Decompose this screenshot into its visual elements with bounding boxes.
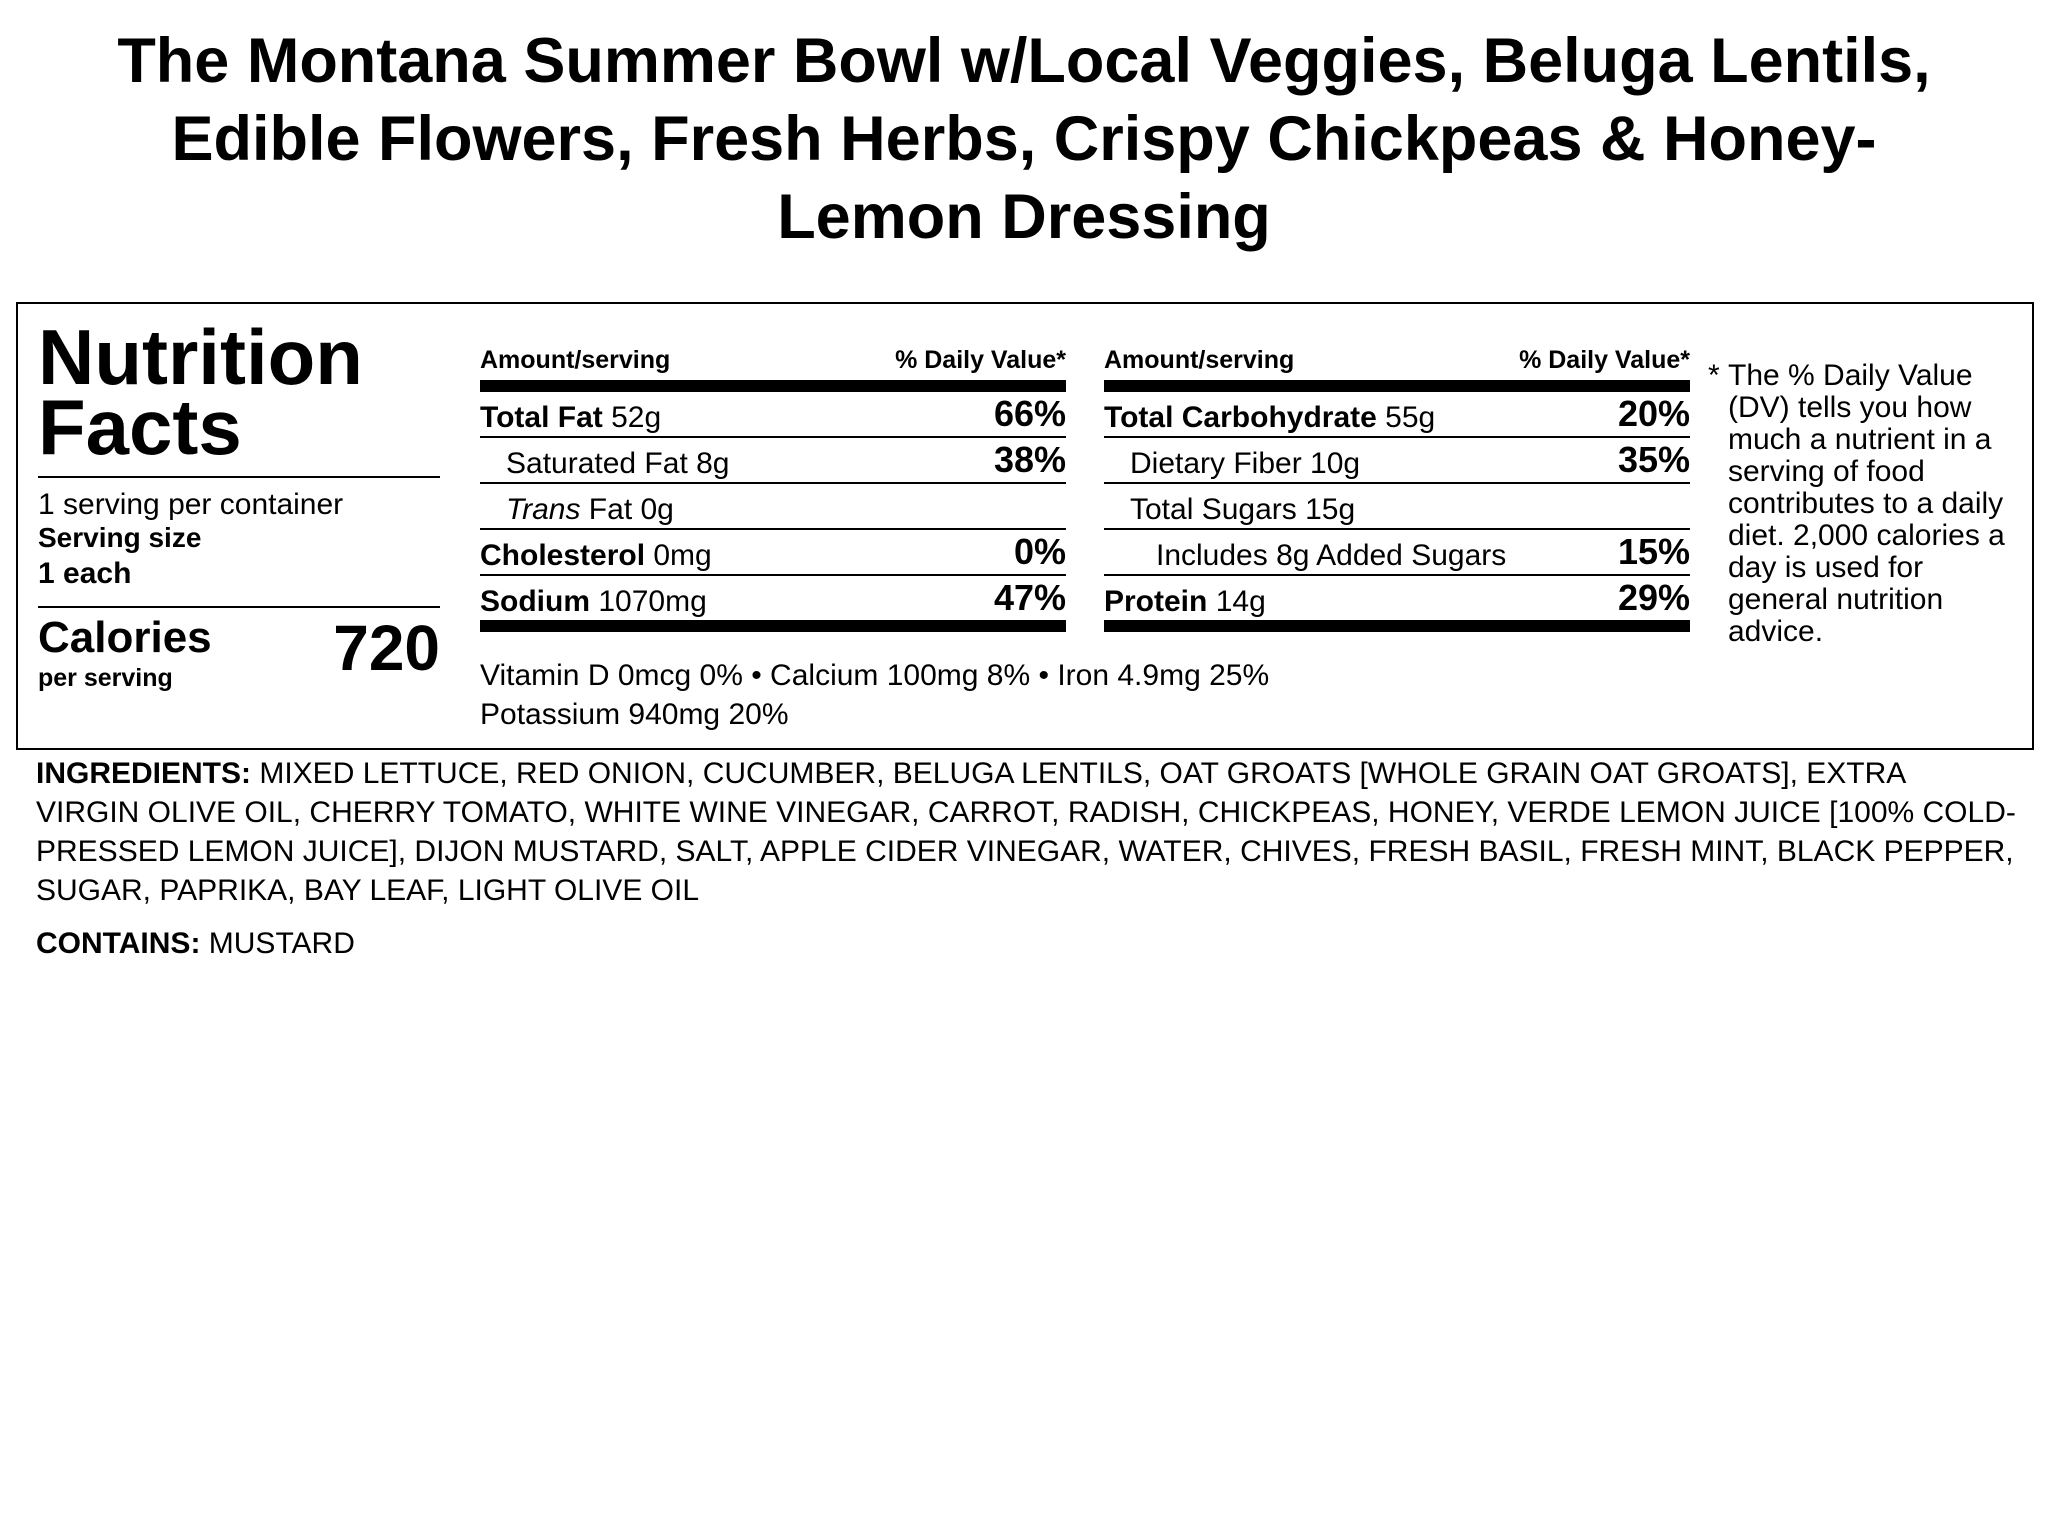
footnote-text: The % Daily Value (DV) tells you how much a nutrient in a serving of food contributes to a daily diet. 2,000 calories a day is used for general nutrition advice. (1728, 359, 2005, 648)
serving-size-label: Serving size (38, 522, 202, 553)
nutrient-column-right (1104, 346, 1690, 632)
daily-value-percent: 47% (993, 577, 1066, 618)
footnote-asterisk: * (1708, 359, 1720, 392)
nutrient-row-saturated-fat: Saturated Fat 8g 38% (480, 438, 1066, 484)
nutrient-row-cholesterol: Cholesterol 0mg 0% (480, 530, 1066, 576)
nutrient-row-sodium: Sodium 1070mg 47% (480, 577, 1066, 618)
amount-serving-header: Amount/serving (480, 346, 671, 374)
nutrient-row-dietary-fiber: Dietary Fiber 10g 35% (1104, 438, 1690, 484)
vitamins-minerals: Vitamin D 0mcg 0% • Calcium 100mg 8% • Iron 4.9mg 25% Potassium 940mg 20% (480, 659, 1270, 731)
nutrient-row-total-fat: Total Fat 52g 66% (480, 392, 1066, 438)
daily-value-header: % Daily Value* (895, 346, 1066, 374)
nutrient-row-trans-fat: Trans Fat 0g (480, 484, 1066, 530)
nutrient-column-left (480, 346, 1066, 632)
product-title: The Montana Summer Bowl w/Local Veggies, Beluga Lentils, Edible Flowers, Fresh Herbs, Crispy Chickpeas & Honey-Lemon Dressing (117, 26, 1931, 252)
daily-value-percent: 29% (1617, 577, 1690, 618)
daily-value-header: % Daily Value* (1519, 346, 1690, 374)
column-header (480, 346, 1066, 380)
thick-divider (1104, 380, 1690, 392)
thick-divider (1104, 620, 1690, 632)
thick-divider (480, 620, 1066, 632)
contains-text: MUSTARD (200, 927, 355, 960)
nutrient-row-total-sugars: Total Sugars 15g (1104, 484, 1690, 530)
servings-per-container: 1 serving per container (38, 488, 344, 521)
nutrient-row-added-sugars: Includes 8g Added Sugars 15% (1104, 530, 1690, 576)
nutrition-facts-heading: Nutrition Facts (38, 313, 363, 471)
calories-per-serving-label: per serving (38, 664, 173, 692)
allergen-statement (36, 924, 355, 963)
amount-serving-header: Amount/serving (1104, 346, 1295, 374)
nutrient-row-total-carbohydrate: Total Carbohydrate 55g 20% (1104, 392, 1690, 438)
serving-size-value: 1 each (38, 557, 132, 590)
column-header (1104, 346, 1690, 380)
daily-value-percent: 0% (1013, 531, 1066, 572)
daily-value-percent: 35% (1617, 439, 1690, 480)
nutrition-facts-panel (16, 302, 2034, 750)
calories-value: 720 (333, 612, 440, 684)
daily-value-footnote (1708, 360, 2018, 648)
nutrient-row-protein: Protein 14g 29% (1104, 577, 1690, 618)
daily-value-percent: 15% (1617, 531, 1690, 572)
daily-value-percent: 20% (1617, 393, 1690, 434)
divider (38, 476, 440, 478)
calories-label: Calories (38, 613, 212, 662)
ingredients-label: INGREDIENTS: (36, 757, 252, 790)
calories-row (38, 608, 440, 694)
daily-value-percent: 66% (993, 393, 1066, 434)
ingredients-text: MIXED LETTUCE, RED ONION, CUCUMBER, BELUGA LENTILS, OAT GROATS [WHOLE GRAIN OAT GROATS], EXTRA VIRGIN OLIVE OIL, CHERRY TOMATO, WHITE WINE VINEGAR, CARROT, RADISH, CHICKPEAS, HONEY, VERDE LEMON JUICE [100% COLD-PRESSED LEMON JUICE], DIJON MUSTARD, SALT, APPLE CIDER VINEGAR, WATER, CHIVES, FRESH BASIL, FRESH MINT, BLACK PEPPER, SUGAR, PAPRIKA, BAY LEAF, LIGHT OLIVE OIL (36, 757, 2016, 907)
ingredients-list (36, 754, 2016, 910)
contains-label: CONTAINS: (36, 927, 201, 960)
facts-summary (38, 313, 440, 694)
daily-value-percent: 38% (993, 439, 1066, 480)
thick-divider (480, 380, 1066, 392)
